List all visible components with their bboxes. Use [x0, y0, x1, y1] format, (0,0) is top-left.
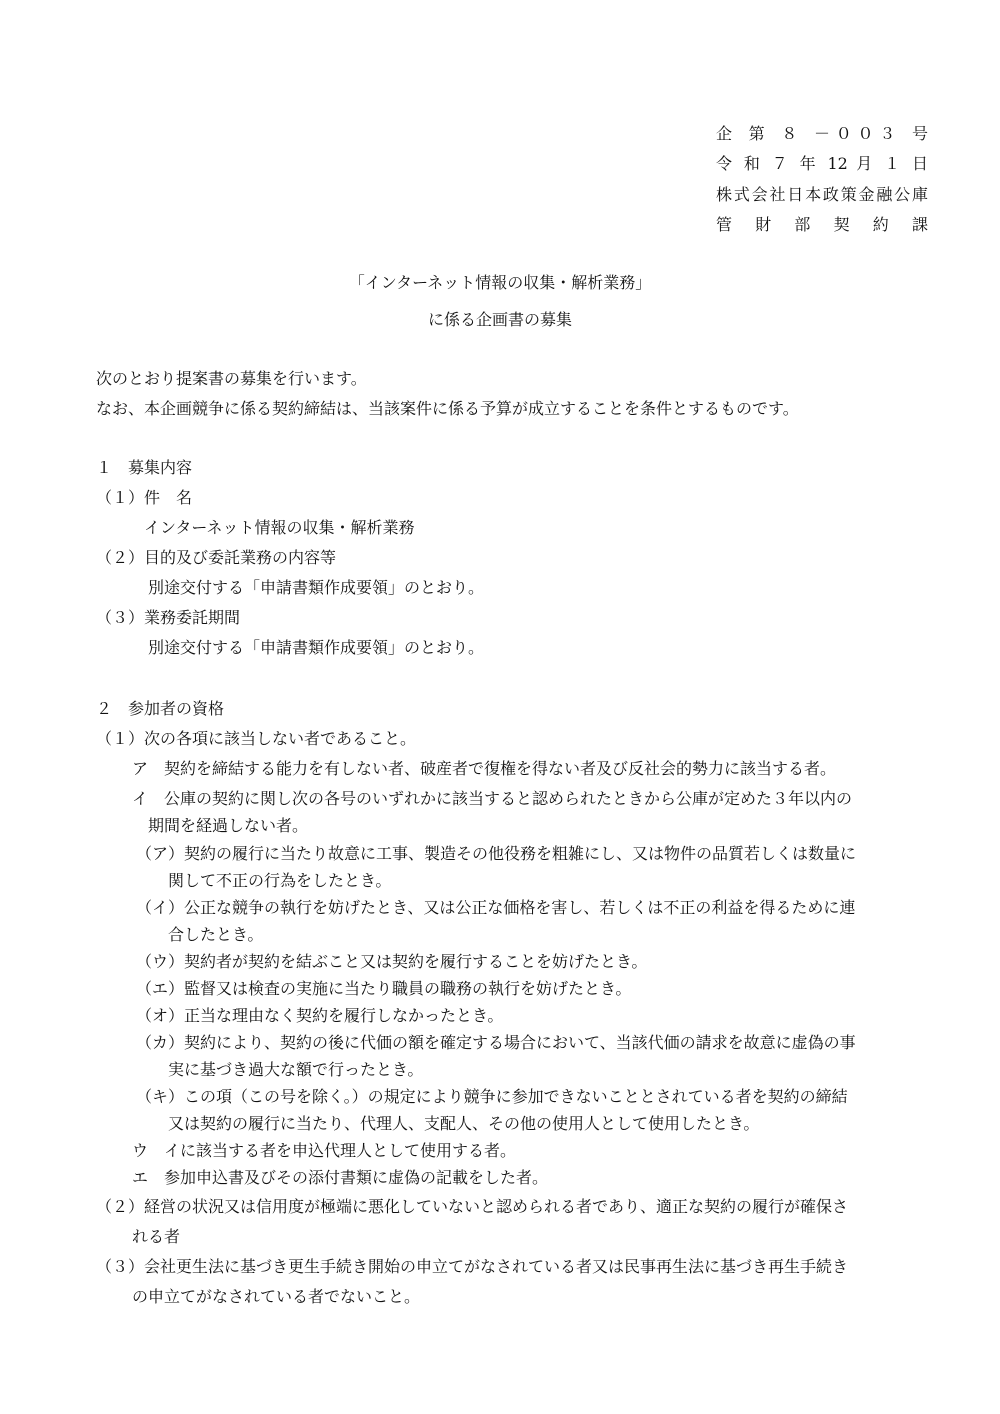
- section2-clause-a: ア 契約を締結する能力を有しない者、破産者で復権を得ない者及び反社会的勢力に該当する者。: [132, 759, 837, 778]
- section2-heading: ２ 参加者の資格: [96, 699, 225, 718]
- section2-sub-ka-line2: 実に基づき過大な額で行ったとき。: [168, 1060, 424, 1079]
- section2-sub-o: （オ）正当な理由なく契約を履行しなかったとき。: [136, 1006, 504, 1025]
- section2-sub-i-line1: （イ）公正な競争の執行を妨げたとき、又は公正な価格を害し、若しくは不正の利益を得るために連: [136, 898, 856, 917]
- section2-sub-u: （ウ）契約者が契約を結ぶこと又は契約を履行することを妨げたとき。: [136, 952, 648, 971]
- intro-line1: 次のとおり提案書の募集を行います。: [96, 369, 367, 388]
- document-number: 企 第 ８ －００３ 号: [716, 124, 928, 143]
- issuing-organization: 株式会社日本政策金融公庫: [716, 185, 928, 204]
- section2-sub-i-line2: 合したとき。: [168, 925, 264, 944]
- section2-item2-line1: （２）経営の状況又は信用度が極端に悪化していないと認められる者であり、適正な契約の履行が確保さ: [96, 1197, 849, 1216]
- section2-clause-i-line1: イ 公庫の契約に関し次の各号のいずれかに該当すると認められたときから公庫が定めた３年以内の: [132, 789, 853, 808]
- document-title-line2: に係る企画書の募集: [427, 310, 572, 329]
- section2-sub-e: （エ）監督又は検査の実施に当たり職員の職務の執行を妨げたとき。: [136, 979, 632, 998]
- document-title-line1: 「インターネット情報の収集・解析業務」: [348, 273, 652, 292]
- section2-sub-ki-line1: （キ）この項（この号を除く。）の規定により競争に参加できないこととされている者を契約の締結: [136, 1087, 848, 1106]
- section2-clause-i-line2: 期間を経過しない者。: [148, 816, 309, 835]
- section1-item3-value: 別途交付する「申請書類作成要領」のとおり。: [148, 638, 485, 657]
- section2-sub-a-line1: （ア）契約の履行に当たり故意に工事、製造その他役務を粗雑にし、又は物件の品質若しくは数量に: [136, 844, 857, 863]
- section1-item2-value: 別途交付する「申請書類作成要領」のとおり。: [148, 578, 485, 597]
- section1-item2-label: （２）目的及び委託業務の内容等: [96, 548, 337, 567]
- intro-line2: なお、本企画競争に係る契約締結は、当該案件に係る予算が成立することを条件とするものです。: [96, 399, 799, 418]
- section2-item3-line1: （３）会社更生法に基づき更生手続き開始の申立てがなされている者又は民事再生法に基づき再生手続き: [96, 1257, 849, 1276]
- section2-item3-line2: の申立てがなされている者でないこと。: [132, 1287, 421, 1306]
- section1-item1-label: （１）件 名: [96, 488, 193, 507]
- section2-item1-label: （１）次の各項に該当しない者であること。: [96, 729, 417, 748]
- section2-sub-ka-line1: （カ）契約により、契約の後に代価の額を確定する場合において、当該代価の請求を故意に虚偽の事: [136, 1033, 856, 1052]
- section1-item3-label: （３）業務委託期間: [96, 608, 241, 627]
- section2-sub-a-line2: 関して不正の行為をしたとき。: [168, 871, 392, 890]
- section2-sub-ki-line2: 又は契約の履行に当たり、代理人、支配人、その他の使用人として使用したとき。: [168, 1114, 760, 1133]
- section1-heading: １ 募集内容: [96, 458, 193, 477]
- issue-date: 令 和 ７ 年 12 月 １ 日: [716, 154, 928, 173]
- section1-item1-value: インターネット情報の収集・解析業務: [144, 518, 415, 537]
- section2-clause-u: ウ イに該当する者を申込代理人として使用する者。: [132, 1141, 517, 1160]
- section2-item2-line2: れる者: [132, 1227, 181, 1246]
- section2-clause-e: エ 参加申込書及びその添付書類に虚偽の記載をした者。: [132, 1168, 549, 1187]
- issuing-department: 管 財 部 契 約 課: [716, 215, 928, 234]
